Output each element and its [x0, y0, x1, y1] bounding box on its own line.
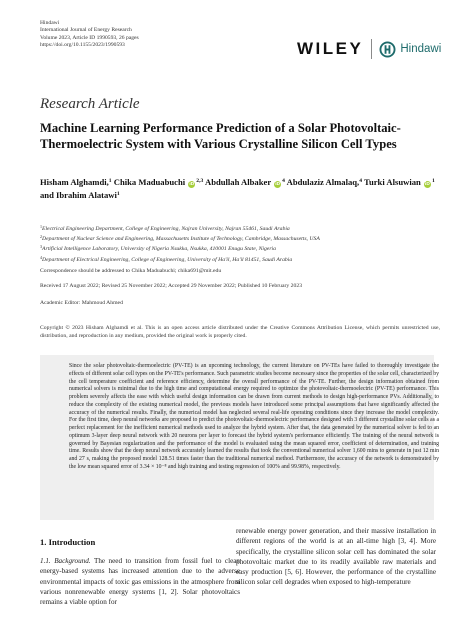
intro-left-column: [40, 556, 240, 607]
article-title: Machine Learning Performance Prediction of a Solar Photovoltaic-Thermoelectric System with Various Crystalline Silicon Cell Types: [40, 121, 401, 151]
subsection-heading-background: 1.1. Background.: [40, 557, 91, 565]
author[interactable]: Abdullah Albaker $iD^4$: [204, 177, 285, 187]
section-heading-introduction: 1. Introduction: [40, 537, 96, 547]
affiliations: [40, 223, 440, 264]
hindawi-logo-icon: [379, 41, 396, 58]
affiliation: $^2$Department of Nuclear Science and Engineering, Massachusetts Institute of Technology, Cambridge, Massachusetts, USA: [40, 234, 320, 243]
publisher-logos: [297, 38, 441, 60]
hindawi-wordmark: Hindawi: [400, 43, 442, 55]
abstract: Since the solar photovoltaic-thermoelectric (PV-TE) is an upcoming technology, the current literature on PV-TEs have failed to thoroughly investigate the effects of different solar cell types on the PV-TE's performance. Such parametric studies become necessary since the properties of the solar cell, characterized by the cell temperature coefficient and reference efficiency, determine the overall performance of the PV-TE. Further, the design information obtained from numerical solvers is minimal due to the high time and computational energy required to optimize the photovoltaic-thermoelectric (PV-TE) performance. This problem severely affects the ease with which useful design information can be drawn from current methods to design high-performance PVs. Additionally, to reduce the complexity of the existing numerical model, the previous models have introduced some principal assumptions that have significantly affected the accuracy of the numerical results. Finally, the numerical model has neglected several real-life operating conditions since they increase the model complexity. For the first time, deep neural networks are proposed to predict the photovoltaic-thermoelectric performance designed with 3 different crystalline solar cells as a perfect replacement for the inefficient numerical methods used to analyze the hybrid system. After that, the data generated by the numerical solver is fed to an optimum 3-layer deep neural network with 20 neurons per layer to forecast the hybrid system's performance efficiently. The training of the neural network is governed by Bayesian regularization and the performance of the model is evaluated using the mean squared error, coefficient of determination, and training time. Results show that the deep neural network accurately learned the results that took the conventional numerical solver 1,600 mins to generate in just 12 min and 27 s, making the proposed model 128.51 times faster than the traditional numerical method. Furthermore, the accuracy of the network is demonstrated by the low mean squared error of 3.34 × 10⁻⁸ and high training and testing regression of 100% and 99.98%, respectively.: [69, 363, 439, 470]
correspondence: Correspondence should be addressed to Chika Maduabuchi; chika691@mit.edu: [40, 268, 222, 274]
journal-meta: [40, 20, 139, 50]
affiliation: $^1$Electrical Engineering Department, College of Engineering, Najran University, Najran 55461, Saudi Arabia: [40, 224, 290, 232]
journal-volume: Volume 2023, Article ID 1990593, 26 pages: [40, 34, 139, 41]
wiley-logo: WILEY: [297, 39, 364, 58]
academic-editor: Academic Editor: Mahmoud Ahmed: [40, 300, 123, 306]
intro-left-text: The need to transition from fossil fuel to clean energy-based systems has increased attention due to the adverse environmental impacts of toxic gas emissions in the atmosphere from various nonrenewable energy systems [1, 2]. Solar photovoltaics remains a viable option for: [40, 557, 240, 607]
orcid-icon[interactable]: iD: [425, 182, 430, 187]
author-list: [40, 175, 450, 201]
publication-dates: Received 17 August 2022; Revised 25 November 2022; Accepted 29 November 2022; Published 10 February 2023: [40, 283, 303, 289]
orcid-icon[interactable]: iD: [275, 182, 281, 187]
affiliation: $^3$Artificial Intelligence Laboratory, University of Nigeria Nsukka, Nsukka, 410001 Enugu State, Nigeria: [40, 244, 276, 253]
author[interactable]: Hisham Alghamdi,$^1$: [40, 177, 112, 187]
journal-publisher-name: Hindawi: [40, 20, 60, 26]
author[interactable]: Abdulaziz Almalaq,$^4$: [286, 177, 363, 187]
author[interactable]: Turki Alsuwian $iD^1$: [364, 177, 435, 187]
author[interactable]: Chika Maduabuchi iD$^{2,3}$: [113, 177, 204, 187]
journal-title: International Journal of Energy Research: [40, 27, 132, 34]
author[interactable]: and Ibrahim Alatawi$^1$: [40, 190, 120, 200]
article-type: Research Article: [40, 96, 140, 112]
affiliation: $^4$Department of Electrical Engineering, College of Engineering, University of Ha'il, Ha'il 81451, Saudi Arabia: [40, 254, 293, 263]
copyright-notice: Copyright © 2023 Hisham Alghamdi et al. This is an open access article distributed under the Creative Commons Attribution License, which permits unrestricted use, distribution, and reproduction in any medium, provided the original work is properly cited.: [40, 325, 440, 339]
journal-doi-link[interactable]: https://doi.org/10.1155/2023/1990593: [40, 42, 125, 49]
orcid-icon[interactable]: iD: [189, 182, 195, 187]
logo-divider: [371, 39, 372, 59]
intro-right-column: renewable energy power generation, and their massive installation in different regions of the world is at an all-time high [3, 4]. More specifically, the crystalline silicon solar cell has dominated the solar photovoltaic market due to its readily available raw materials and easy production [5, 6]. However, the performance of the crystalline silicon solar cell degrades when exposed to high-temperature: [236, 527, 436, 587]
